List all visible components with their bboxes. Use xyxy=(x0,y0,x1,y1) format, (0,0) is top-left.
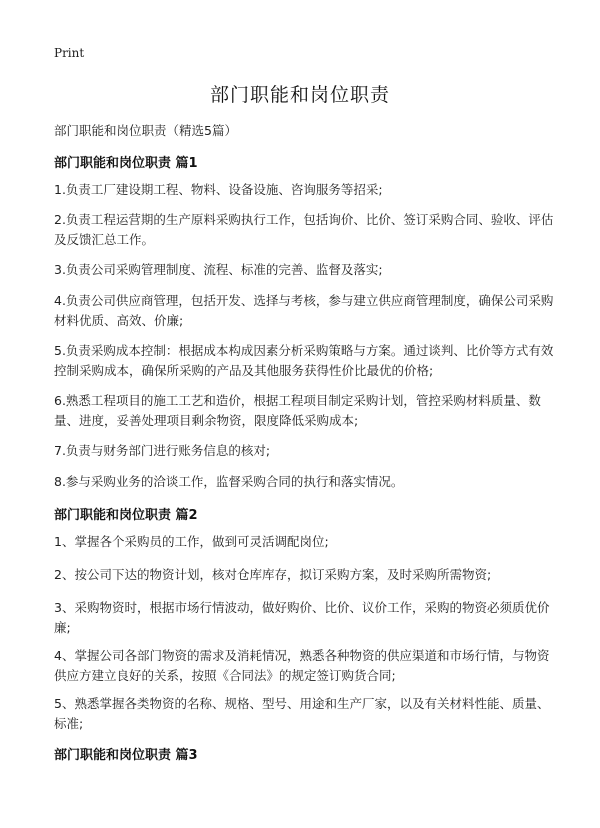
section-2-item-5: 5、熟悉掌握各类物资的名称、规格、型号、用途和生产厂家，以及有关材料性能、质量、标准; xyxy=(54,696,550,731)
page-title: 部门职能和岗位职责 xyxy=(209,84,390,106)
section-1-item-7: 7.负责与财务部门进行账务信息的核对; xyxy=(54,443,271,458)
section-1-item-4: 4.负责公司供应商管理，包括开发、选择与考核，参与建立供应商管理制度，确保公司采购材料优质、高效、价廉; xyxy=(54,293,554,328)
section-1-item-3: 3.负责公司采购管理制度、流程、标准的完善、监督及落实; xyxy=(54,262,383,277)
section-1-item-6: 6.熟悉工程项目的施工工艺和造价，根据工程项目制定采购计划，管控采购材料质量、数量、进度，妥善处理项目剩余物资，限度降低采购成本; xyxy=(54,393,541,428)
section-1-item-1: 1.负责工厂建设期工程、物料、设备设施、咨询服务等招采; xyxy=(54,182,383,197)
section-1-item-5: 5.负责采购成本控制：根据成本构成因素分析采购策略与方案。通过谈判、比价等方式有效控制采购成本，确保所采购的产品及其他服务获得性价比最优的价格; xyxy=(54,343,554,378)
section-1-item-8: 8.参与采购业务的洽谈工作，监督采购合同的执行和落实情况。 xyxy=(54,474,404,489)
section-2-item-3: 3、采购物资时，根据市场行情波动，做好购价、比价、议价工作，采购的物资必须质优价廉; xyxy=(54,600,550,635)
section-2-item-2: 2、按公司下达的物资计划，核对仓库库存，拟订采购方案，及时采购所需物资; xyxy=(54,567,492,582)
section-heading-3: 部门职能和岗位职责 篇3 xyxy=(54,748,198,763)
section-1-item-2: 2.负责工程运营期的生产原料采购执行工作，包括询价、比价、签订采购合同、验收、评估及反馈汇总工作。 xyxy=(54,212,554,247)
section-heading-1: 部门职能和岗位职责 篇1 xyxy=(54,156,198,171)
document-subtitle: 部门职能和岗位职责（精选5篇） xyxy=(54,123,237,138)
section-2-item-4: 4、掌握公司各部门物资的需求及消耗情况，熟悉各种物资的供应渠道和市场行情，与物资供应方建立良好的关系，按照《合同法》的规定签订购货合同; xyxy=(54,648,550,683)
section-heading-2: 部门职能和岗位职责 篇2 xyxy=(54,508,198,523)
print-link[interactable]: Print xyxy=(54,46,85,60)
section-2-item-1: 1、掌握各个采购员的工作，做到可灵活调配岗位; xyxy=(54,534,329,549)
